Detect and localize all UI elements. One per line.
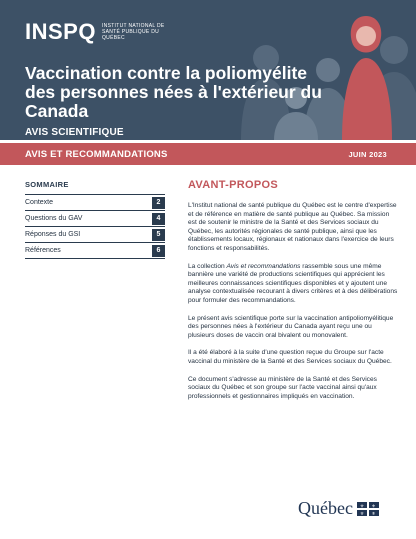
collection-band — [0, 143, 416, 165]
toc-page-number: 5 — [152, 229, 165, 241]
quebec-flag-icon — [357, 502, 379, 516]
toc-page-number: 4 — [152, 213, 165, 225]
paragraph-origin: Il a été élaboré à la suite d'une question reçue du Groupe sur l'acte vaccinal du ministère de la Santé et des Services sociaux du Québec. — [188, 349, 392, 365]
paragraph-collection — [188, 263, 398, 306]
section-title: AVANT-PROPOS — [188, 179, 278, 191]
toc-page-number: 2 — [152, 197, 165, 209]
inspq-logo — [25, 19, 172, 45]
paragraph-mission: L'Institut national de santé publique du Québec est le centre d'expertise et de référence en matière de santé publique au Québec. Sa mission est de soutenir le ministre de la Santé et des Services sociaux du Québec, les autorités régionales de santé publique, ainsi que les établissements locaux, régionaux et nationaux dans l'exercice de leurs fonctions et responsabilités. — [188, 202, 397, 252]
toc-item-label: Questions du GAV — [25, 215, 83, 222]
paragraph-audience: Ce document s'adresse au ministère de la Santé et des Services sociaux du Québec et son groupe sur l'acte vaccinal ainsi qu'aux professionnels et gestionnaires impliqués en vaccination. — [188, 375, 377, 400]
toc-page-number: 6 — [152, 245, 165, 257]
logo-subtitle: INSTITUT NATIONAL DE SANTÉ PUBLIQUE DU QUÉBEC — [101, 23, 165, 41]
page-title: Vaccination contre la poliomyélite des personnes nées à l'extérieur du Canada — [25, 63, 322, 121]
toc-item-references[interactable] — [25, 243, 165, 259]
collection-name: Avis et recommandations — [226, 262, 301, 270]
quebec-government-logo — [298, 498, 379, 519]
paragraph-subject: Le présent avis scientifique porte sur la vaccination antipoliomyélitique des personnes nées à l'extérieur du Canada ayant reçu une ou plusieurs doses de vaccin oral bivalent ou monovalent. — [188, 314, 394, 339]
table-of-contents — [25, 180, 165, 259]
toc-title: SOMMAIRE — [25, 180, 165, 195]
avant-propos-section — [188, 179, 398, 410]
logo-wordmark: INSPQ — [25, 19, 96, 44]
cover-header — [0, 0, 416, 140]
document-type: AVIS SCIENTIFIQUE — [25, 127, 124, 138]
svg-text:⚜: ⚜ — [371, 511, 376, 516]
quebec-wordmark: Québec — [298, 498, 353, 518]
toc-item-label: Références — [25, 247, 61, 254]
svg-text:⚜: ⚜ — [371, 503, 376, 509]
svg-text:⚜: ⚜ — [359, 503, 364, 509]
toc-item-label: Réponses du GSI — [25, 231, 81, 238]
paragraph-collection-rest: rassemble sous une même bannière une variété de productions scientifiques qui apprécient les meilleures connaissances scientifiques disponibles et y ajoutent une analyse contextualisée recourant à divers critères et à des délibérations pour formuler des recommandations. — [188, 262, 398, 304]
svg-text:⚜: ⚜ — [359, 511, 364, 516]
toc-item-label: Contexte — [25, 199, 54, 206]
paragraph-collection-prefix: La collection — [188, 262, 227, 270]
toc-item-questions-gav[interactable] — [25, 211, 165, 227]
collection-label: AVIS ET RECOMMANDATIONS — [25, 148, 168, 160]
publication-date: JUIN 2023 — [348, 149, 387, 159]
toc-item-contexte[interactable] — [25, 195, 165, 211]
toc-item-reponses-gsi[interactable] — [25, 227, 165, 243]
